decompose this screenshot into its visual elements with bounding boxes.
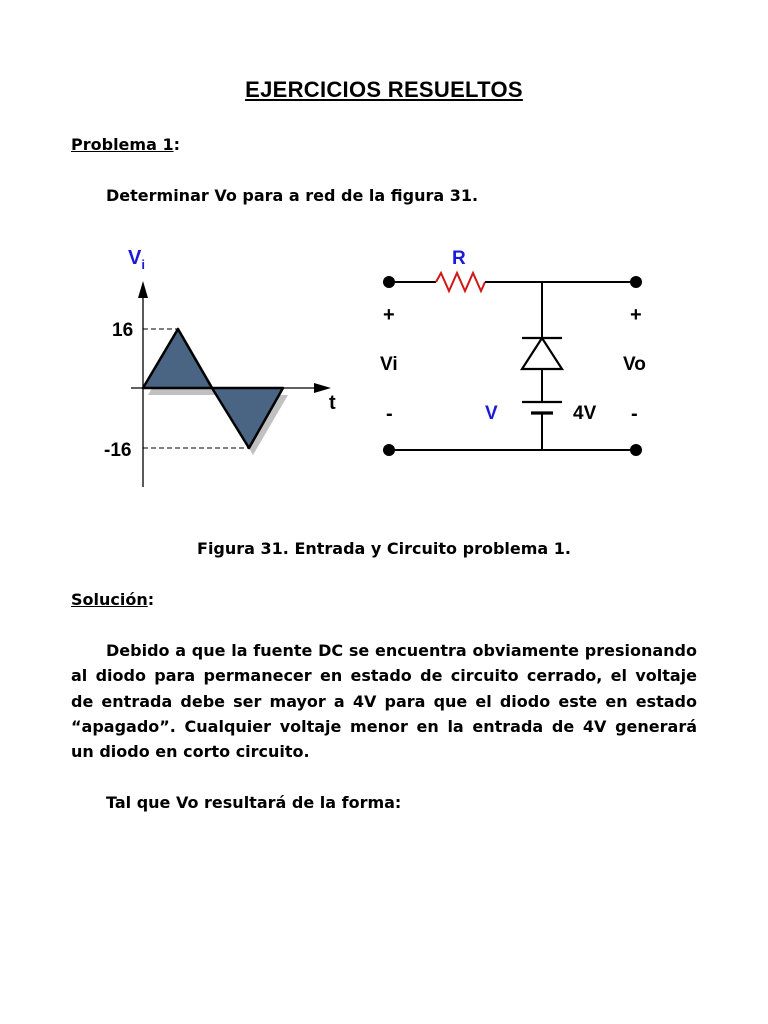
figure-caption: Figura 31. Entrada y Circuito problema 1. xyxy=(197,539,571,558)
terminal-input-bottom xyxy=(383,444,395,456)
input-waveform-graph xyxy=(104,247,336,487)
source-label: V xyxy=(485,403,498,424)
input-minus-sign: - xyxy=(386,403,393,425)
solution-paragraph-text: Debido a que la fuente DC se encuentra obviamente presionando al diodo para permanecer en estado de circuito cerrado, el voltaje de entrada debe ser mayor a 4V para que el diodo este en estado “apagado”. Cualquier voltaje menor en la entrada de 4V generará un diodo en corto circuito. xyxy=(71,641,697,762)
terminal-input-top xyxy=(383,276,395,288)
resistor-label: R xyxy=(452,248,466,269)
output-minus-sign: - xyxy=(631,403,638,425)
input-voltage-label: Vi xyxy=(380,354,398,375)
figure-31 xyxy=(0,235,768,505)
y-axis-arrow xyxy=(138,281,148,298)
output-plus-sign: + xyxy=(630,304,642,326)
problem-heading xyxy=(71,135,180,154)
resistor-r xyxy=(436,273,485,291)
solution-paragraph xyxy=(71,638,697,764)
tick-label-top: 16 xyxy=(112,320,134,341)
output-voltage-label: Vo xyxy=(623,354,646,375)
waveform-positive-half xyxy=(143,329,212,388)
source-value: 4V xyxy=(573,403,597,424)
y-axis-label: $V_i$ xyxy=(128,247,145,272)
x-axis-label: t xyxy=(329,392,336,414)
problem-heading-colon: : xyxy=(173,135,180,154)
terminal-output-top xyxy=(630,276,642,288)
circuit-diagram xyxy=(380,248,646,456)
document-title: EJERCICIOS RESUELTOS xyxy=(245,77,523,102)
solution-heading xyxy=(71,590,154,609)
solution-heading-label: Solución xyxy=(71,590,148,609)
input-plus-sign: + xyxy=(383,304,395,326)
problem-statement: Determinar Vo para a red de la figura 31. xyxy=(106,186,479,205)
terminal-output-bottom xyxy=(630,444,642,456)
tick-label-bottom: -16 xyxy=(104,440,132,461)
problem-heading-label: Problema 1 xyxy=(71,135,174,154)
solution-followup: Tal que Vo resultará de la forma: xyxy=(106,793,402,812)
diode-symbol xyxy=(522,338,562,369)
solution-heading-colon: : xyxy=(147,590,155,609)
